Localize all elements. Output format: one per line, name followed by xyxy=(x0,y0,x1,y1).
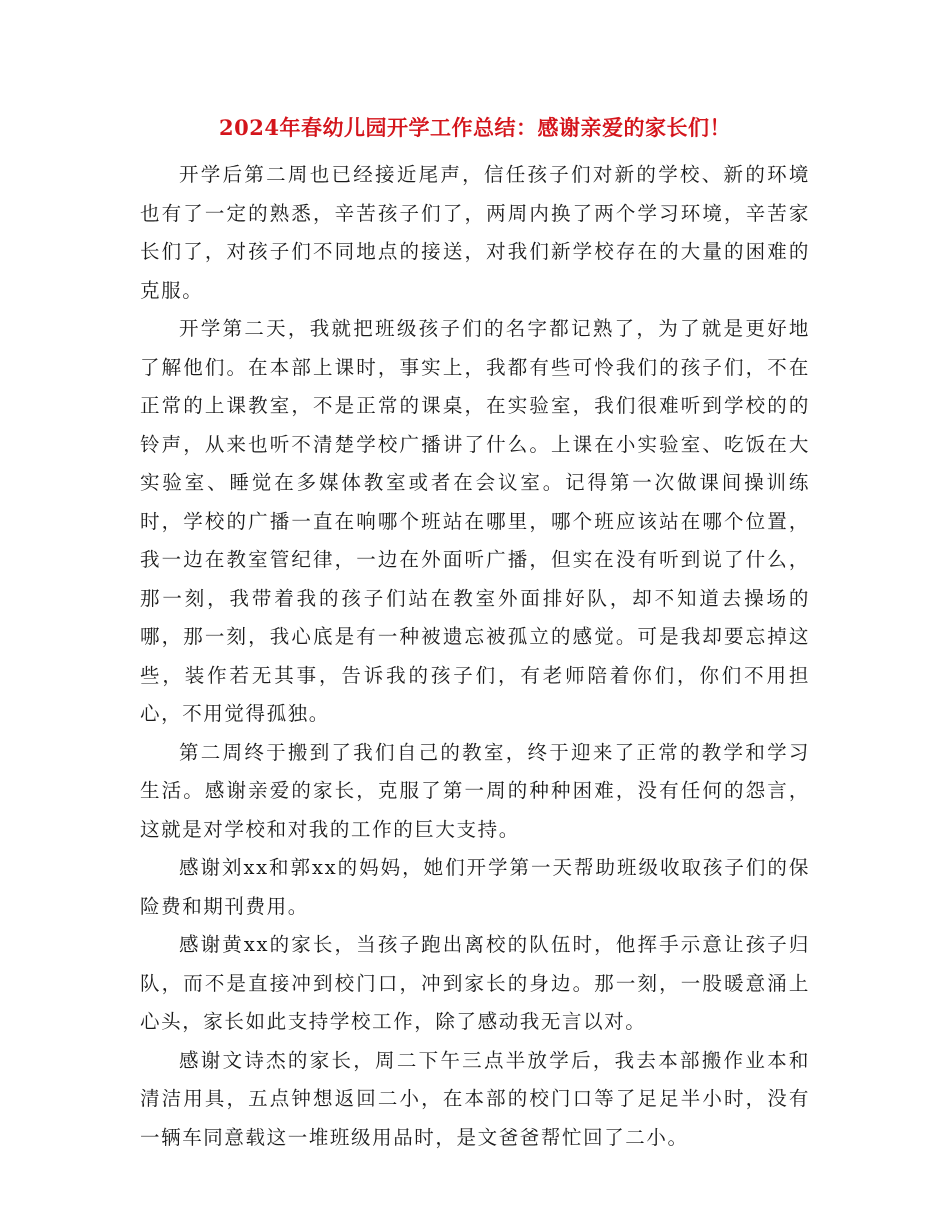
paragraph-2: 开学第二天，我就把班级孩子们的名字都记熟了，为了就是更好地了解他们。在本部上课时，事实上，我都有些可怜我们的孩子们，不在正常的上课教室，不是正常的课桌，在实验室，我们很难听到学校的的铃声，从来也听不清楚学校广播讲了什么。上课在小实验室、吃饭在大实验室、睡觉在多媒体教室或者在会议室。记得第一次做课间操训练时，学校的广播一直在响哪个班站在哪里，哪个班应该站在哪个位置，我一边在教室管纪律，一边在外面听广播，但实在没有听到说了什么，那一刻，我带着我的孩子们站在教室外面排好队，却不知道去操场的哪，那一刻，我心底是有一种被遗忘被孤立的感觉。可是我却要忘掉这些，装作若无其事，告诉我的孩子们，有老师陪着你们，你们不用担心，不用觉得孤独。 xyxy=(140,317,810,725)
paragraph-5: 感谢黄xx的家长，当孩子跑出离校的队伍时，他挥手示意让孩子归队，而不是直接冲到校门口，冲到家长的身边。那一刻，一股暖意涌上心头，家长如此支持学校工作，除了感动我无言以对。 xyxy=(140,933,810,1033)
paragraph-3: 第二周终于搬到了我们自己的教室，终于迎来了正常的教学和学习生活。感谢亲爱的家长，克服了第一周的种种困难，没有任何的怨言，这就是对学校和对我的工作的巨大支持。 xyxy=(140,740,810,841)
paragraph-6: 感谢文诗杰的家长，周二下午三点半放学后，我去本部搬作业本和清洁用具，五点钟想返回二小，在本部的校门口等了足足半小时，没有一辆车同意载这一堆班级用品时，是文爸爸帮忙回了二小。 xyxy=(140,1048,810,1149)
paragraph-4: 感谢刘xx和郭xx的妈妈，她们开学第一天帮助班级收取孩子们的保险费和期刊费用。 xyxy=(140,856,810,918)
document-body xyxy=(140,156,810,1157)
paragraph-1: 开学后第二周也已经接近尾声，信任孩子们对新的学校、新的环境也有了一定的熟悉，辛苦孩子们了，两周内换了两个学习环境，辛苦家长们了，对孩子们不同地点的接送，对我们新学校存在的大量的困难的克服。 xyxy=(140,163,810,302)
document-title: 2024年春幼儿园开学工作总结：感谢亲爱的家长们！ xyxy=(219,115,731,140)
